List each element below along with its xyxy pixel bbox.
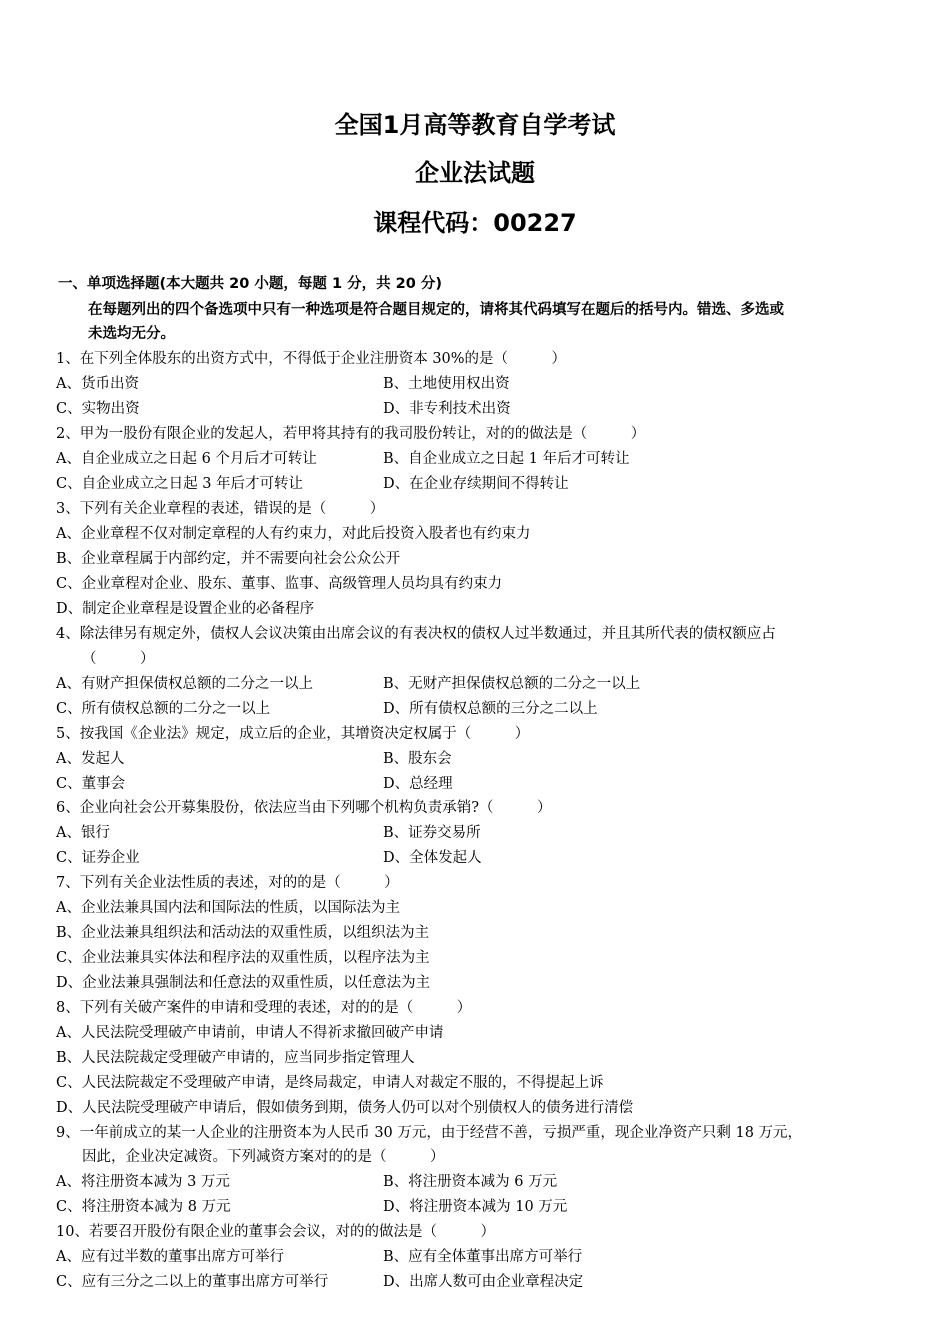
option-b: B、土地使用权出资 xyxy=(383,376,510,392)
option-a: A、人民法院受理破产申请前，申请人不得祈求撤回破产申请 xyxy=(56,1025,444,1041)
question-stem: 8、下列有关破产案件的申请和受理的表述，对的的是（ ） xyxy=(56,1000,472,1016)
option-c: C、应有三分之二以上的董事出席方可举行 xyxy=(56,1274,329,1290)
option-c: C、企业章程对企业、股东、董事、监事、高级管理人员均具有约束力 xyxy=(56,576,503,592)
question-stem: 7、下列有关企业法性质的表述，对的的是（ ） xyxy=(56,875,399,891)
option-a: A、企业章程不仅对制定章程的人有约束力，对此后投资入股者也有约束力 xyxy=(56,526,531,542)
option-a: A、将注册资本减为 3 万元 xyxy=(56,1174,230,1190)
option-c: C、实物出资 xyxy=(56,401,140,417)
course-code: 课程代码：00227 xyxy=(373,209,577,237)
question-stem-cont: 因此，企业决定减资。下列减资方案对的的是（ ） xyxy=(82,1149,445,1165)
question-stem: 3、下列有关企业章程的表述，错误的是（ ） xyxy=(56,501,385,517)
option-d: D、出席人数可由企业章程决定 xyxy=(383,1274,584,1290)
option-d: D、人民法院受理破产申请后，假如债务到期，债务人仍可以对个别债权人的债务进行清偿 xyxy=(56,1100,634,1116)
option-b: B、自企业成立之日起 1 年后才可转让 xyxy=(383,451,630,467)
option-a: A、自企业成立之日起 6 个月后才可转让 xyxy=(56,451,317,467)
option-d: D、制定企业章程是设置企业的必备程序 xyxy=(56,601,315,617)
option-b: B、企业法兼具组织法和活动法的双重性质，以组织法为主 xyxy=(56,925,430,941)
question-stem: 6、企业向社会公开募集股份，依法应当由下列哪个机构负责承销?（ ） xyxy=(56,800,552,816)
exam-title: 全国1月高等教育自学考试 xyxy=(334,111,616,139)
option-d: D、所有债权总额的三分之二以上 xyxy=(383,701,598,717)
option-b: B、证券交易所 xyxy=(383,825,481,841)
question-stem: 4、除法律另有规定外，债权人会议决策由出席会议的有表决权的债权人过半数通过，并且其所代表的债权额应占 xyxy=(56,626,776,642)
question-stem: 9、一年前成立的某一人企业的注册资本为人民币 30 万元，由于经营不善，亏损严重，现企业净资产只剩 18 万元， xyxy=(56,1125,803,1141)
option-b: B、应有全体董事出席方可举行 xyxy=(383,1249,583,1265)
option-c: C、自企业成立之日起 3 年后才可转让 xyxy=(56,476,304,492)
option-b: B、人民法院裁定受理破产申请的，应当同步指定管理人 xyxy=(56,1050,415,1066)
question-stem: 10、若要召开股份有限企业的董事会会议，对的的做法是（ ） xyxy=(56,1224,495,1240)
option-d: D、非专利技术出资 xyxy=(383,401,511,417)
section-instruction-cont: 未选均无分。 xyxy=(88,326,175,342)
question-stem: 5、按我国《企业法》规定，成立后的企业，其增资决定权属于（ ） xyxy=(56,726,530,742)
question-stem: 2、甲为一股份有限企业的发起人，若甲将其持有的我司股份转让，对的的做法是（ ） xyxy=(56,426,646,442)
option-d: D、在企业存续期间不得转让 xyxy=(383,476,569,492)
option-c: C、所有债权总额的二分之一以上 xyxy=(56,701,271,717)
section-heading: 一、单项选择题(本大题共 20 小题，每题 1 分，共 20 分) xyxy=(58,276,442,292)
option-c: C、企业法兼具实体法和程序法的双重性质，以程序法为主 xyxy=(56,950,430,966)
option-c: C、证券企业 xyxy=(56,850,140,866)
option-c: C、将注册资本减为 8 万元 xyxy=(56,1199,231,1215)
option-c: C、人民法院裁定不受理破产申请，是终局裁定，申请人对裁定不服的，不得提起上诉 xyxy=(56,1075,604,1091)
exam-subtitle: 企业法试题 xyxy=(415,159,535,187)
option-a: A、银行 xyxy=(56,825,110,841)
option-d: D、总经理 xyxy=(383,776,453,792)
option-c: C、董事会 xyxy=(56,776,126,792)
option-a: A、企业法兼具国内法和国际法的性质，以国际法为主 xyxy=(56,900,400,916)
question-stem: 1、在下列全体股东的出资方式中，不得低于企业注册资本 30%的是（ ） xyxy=(56,351,567,367)
option-a: A、发起人 xyxy=(56,751,125,767)
option-d: D、全体发起人 xyxy=(383,850,482,866)
option-a: A、货币出资 xyxy=(56,376,139,392)
section-instruction: 在每题列出的四个备选项中只有一种选项是符合题目规定的，请将其代码填写在题后的括号内。错选、多选或 xyxy=(88,302,784,318)
option-d: D、将注册资本减为 10 万元 xyxy=(383,1199,568,1215)
option-b: B、股东会 xyxy=(383,751,452,767)
option-a: A、应有过半数的董事出席方可举行 xyxy=(56,1249,284,1265)
option-b: B、企业章程属于内部约定，并不需要向社会公众公开 xyxy=(56,551,401,567)
option-d: D、企业法兼具强制法和任意法的双重性质，以任意法为主 xyxy=(56,975,431,991)
question-stem-cont: （ ） xyxy=(82,651,155,667)
option-b: B、无财产担保债权总额的二分之一以上 xyxy=(383,676,641,692)
option-b: B、将注册资本减为 6 万元 xyxy=(383,1174,558,1190)
option-a: A、有财产担保债权总额的二分之一以上 xyxy=(56,676,313,692)
